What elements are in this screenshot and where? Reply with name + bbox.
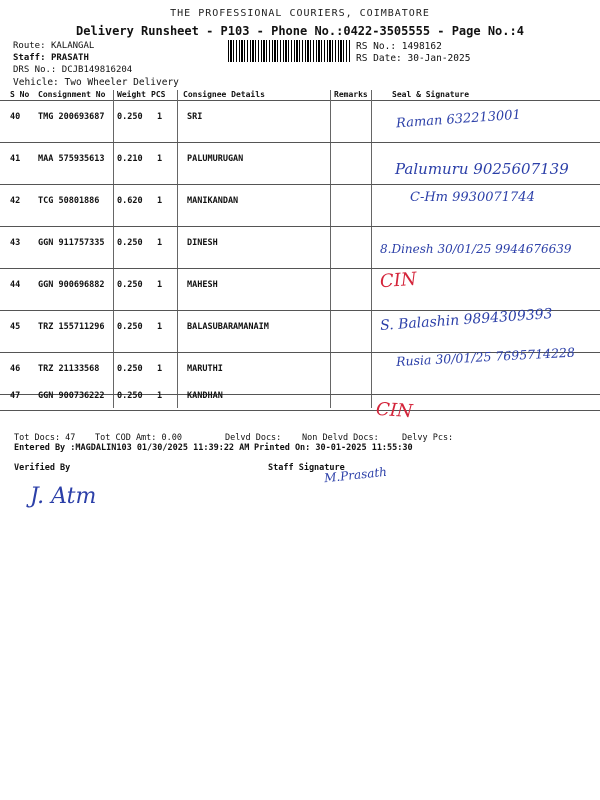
table-row: 41 MAA 575935613 0.210 1 PALUMURUGAN: [0, 142, 600, 185]
verified-by: Verified By: [14, 463, 71, 473]
table-row: 44 GGN 900696882 0.250 1 MAHESH: [0, 268, 600, 311]
signature: S. Balashin 9894309393: [379, 305, 554, 335]
signature: C-Hm 9930071744: [410, 190, 535, 205]
runsheet-title: Delivery Runsheet - P103 - Phone No.:0422-3505555 - Page No.:4: [76, 24, 524, 38]
staff-signature: M.Prasath: [323, 464, 388, 486]
staff-line: Staff: PRASATH: [13, 53, 89, 63]
col-consignee: Consignee Details: [183, 90, 265, 99]
rs-date: RS Date: 30-Jan-2025: [356, 53, 471, 64]
rs-no: RS No.: 1498162: [356, 41, 442, 52]
col-weight: Weight: [117, 90, 146, 99]
signature: Palumuru 9025607139: [395, 160, 569, 178]
table-row: 45 TRZ 155711296 0.250 1 BALASUBARAMANAIM: [0, 310, 600, 353]
verified-signature: J. Atm: [30, 484, 97, 509]
route-line: Route: KALANGAL: [13, 41, 95, 51]
table-row: 43 GGN 911757335 0.250 1 DINESH: [0, 226, 600, 269]
table-row: 47 GGN 900736222 0.250 1 KANDHAN: [10, 391, 223, 401]
col-consignment: Consignment No: [38, 90, 106, 99]
col-remarks: Remarks: [334, 90, 368, 99]
tot-docs: Tot Docs: 47: [14, 433, 76, 443]
company-name: THE PROFESSIONAL COURIERS, COIMBATORE: [170, 8, 430, 19]
tot-cod: Tot COD Amt: 0.00: [95, 433, 182, 443]
signature: Rusia 30/01/25 7695714228: [395, 344, 576, 369]
signature: 8.Dinesh 30/01/25 9944676639: [380, 242, 572, 256]
delvd-docs: Delvd Docs:: [225, 433, 282, 443]
staff-signature-label: Staff Signature: [268, 463, 345, 473]
col-pcs: PCS: [151, 90, 166, 99]
col-sno: S No: [10, 90, 30, 99]
table-bottom-rule: [0, 410, 600, 411]
printed-on: Printed On: 30-01-2025 11:55:30: [254, 443, 413, 453]
table-row: 42 TCG 50801886 0.620 1 MANIKANDAN: [0, 184, 600, 227]
non-delvd-docs: Non Delvd Docs:: [302, 433, 379, 443]
table-row: 46 TRZ 21133568 0.250 1 MARUTHI: [0, 352, 600, 395]
table-row: 40 TMG 200693687 0.250 1 SRI: [0, 100, 600, 143]
barcode: [228, 40, 351, 62]
signature: CIN: [379, 268, 418, 293]
col-seal: Seal & Signature: [392, 90, 470, 99]
entered-by: Entered By :MAGDALIN103 01/30/2025 11:39:22 AM: [14, 443, 250, 453]
signature: CIN: [375, 398, 414, 423]
signature: Raman 632213001: [395, 107, 522, 132]
delvy-pcs: Delvy Pcs:: [402, 433, 454, 443]
drs-line: DRS No.: DCJB149816204: [13, 65, 133, 75]
vehicle-line: Vehicle: Two Wheeler Delivery: [13, 77, 179, 88]
